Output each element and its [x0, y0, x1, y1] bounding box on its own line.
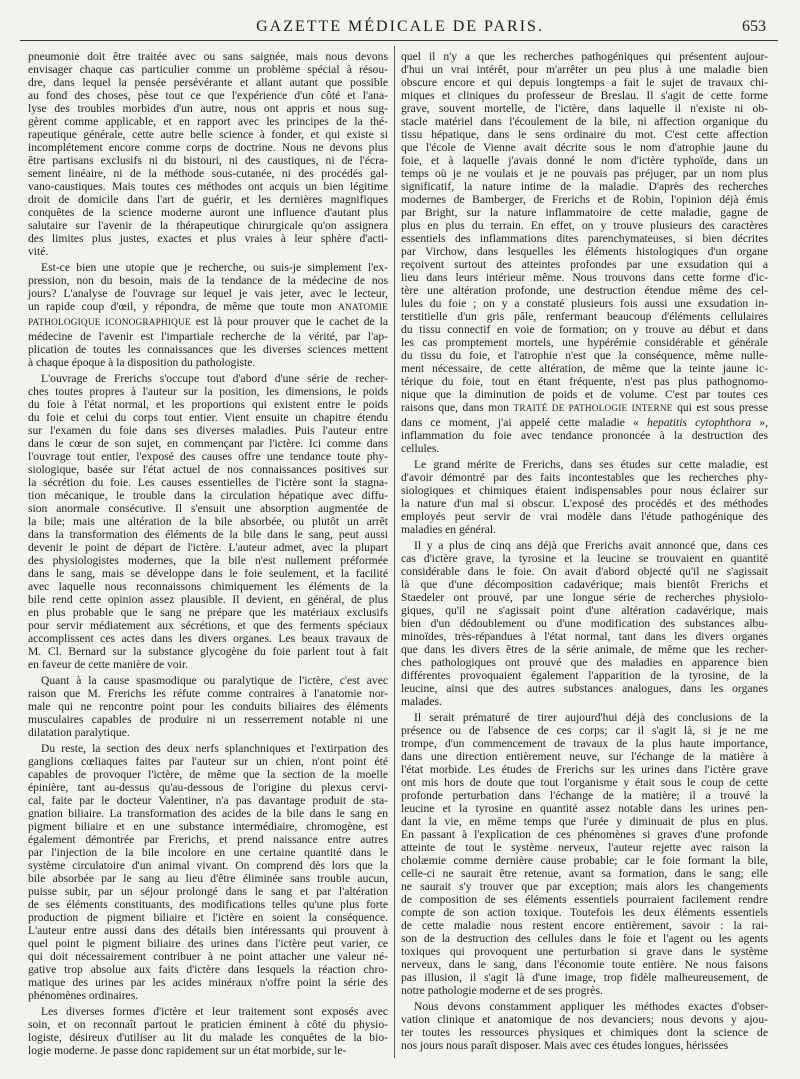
text-line: L'ouvrage de Frerichs s'occupe tout d'abord d'une série de recher- [41, 372, 388, 385]
text-line: nique que la diminution de poids et de volume. C'est par toutes ces [401, 388, 768, 401]
text-line: Il serait prématuré de tirer aujourd'hui déjà des conclusions de la [414, 711, 768, 724]
text-line: vano-caustiques. Mais toutes ces méthodes ont acquis un bien légitime [28, 180, 388, 193]
text-line: dilatation paralytique. [28, 726, 130, 739]
text-line: par l'injection de la bile incolore en une certaine quantité dans le [28, 846, 388, 859]
text-line: ches toutes propres à l'auteur sur la position, les dimensions, le poids [28, 385, 388, 398]
text-line: tissu hépatique, dans le sens ordinaire du mot. C'est cette affection [401, 128, 768, 141]
text-line: devenir le point de départ de l'ictère. L'auteur admet, avec la plupart [28, 541, 388, 554]
text-line: l'état morbide. Les études de Frerichs sur les urines dans l'ictère grave [401, 763, 768, 776]
text-line: employés peut servir de vrai modèle dans l'étude pathogénique des [401, 510, 768, 523]
text-line: obscure encore et qui depuis longtemps a fait le sujet de travaux chi- [401, 76, 768, 89]
text-line: soin, et on reconnaît partout le praticien éminent à côté du physio- [28, 1018, 388, 1031]
text-line: plus en plus du terrain. En effet, on y trouve plusieurs des caractères [401, 219, 768, 232]
paragraph [401, 50, 768, 455]
text-segment: dans ce moment, j'ai appelé cette maladie « [401, 416, 648, 429]
text-line: gnation biliaire. La transformation des acides de la bile dans le sang en [28, 807, 388, 820]
text-line: que dans les divers êtres de la série animale, de même que les recher- [401, 643, 768, 656]
text-line: d'hui un vrai intérêt, pour m'arrêter un peu plus à une maladie bien [401, 63, 768, 76]
text-line: cholæmie comme dernière cause probable; car le foie formant la bile, [401, 854, 768, 867]
text-line: quel point le pigment biliaire des urines dans l'ictère peut varier, ce [28, 937, 388, 950]
text-line: male qui ne rencontre point pour les conduits biliaires des éléments [28, 700, 388, 713]
text-line: dans la transformation des éléments de la bile dans le sang, peut aussi [28, 528, 388, 541]
text-segment: un rapide coup d'œil, y répondra, de même que toute mon [28, 300, 339, 313]
text-line: différentes provoquaient également l'apparition de la tyrosine, de la [401, 669, 768, 682]
text-line: bien d'un dédoublement ou d'une modification des substances albu- [401, 617, 768, 630]
text-line: production de pigment biliaire et l'ictère en soient la conséquence. [28, 911, 388, 924]
text-segment: », [751, 416, 768, 429]
text-line: la bile; mais une altération de la bile absorbée, ou plutôt un arrêt [28, 515, 388, 528]
text-line: atteinte de tout le système nerveux, l'auteur rejette avec raison la [401, 841, 768, 854]
text-line: Le grand mérite de Frerichs, dans ses études sur cette maladie, est [414, 458, 768, 471]
text-line: sur l'examen du foie dans ses diverses maladies. Puis l'auteur entre [28, 424, 388, 437]
right-column [401, 50, 768, 1052]
text-line: foie, et à laquelle j'avais donné le nom d'ictère typhoïde, dans un [401, 154, 768, 167]
text-line: ment nécessaire, de cette altération, de même que la teinte jaune ic- [401, 362, 768, 375]
text-line: siologique, basée sur l'état actuel de nos connaissances positives sur [28, 463, 388, 476]
text-line: pigment biliaire et en une substance intermédiaire, chromogène, est [28, 820, 388, 833]
text-line: la nature d'un mal si obscur. L'exposé des procédés et des méthodes [401, 497, 768, 510]
text-line: Les diverses formes d'ictère et leur traitement sont exposés avec [41, 1005, 388, 1018]
text-line [28, 300, 388, 315]
text-line: raison que M. Frerichs les réfute comme contraires à l'anatomie nor- [28, 687, 388, 700]
text-line: du foie à l'état normal, et les proportions qui existent entre le poids [28, 398, 388, 411]
paragraph [28, 50, 388, 258]
text-line: ne saurait s'y trouver que par exception; mais alors les changements [401, 880, 768, 893]
text-line: lules du foie ; on y a constaté plusieurs fois aussi une exsudation in- [401, 297, 768, 310]
text-line: salutaire sur l'avenir de la thérapeutique chirurgicale qu'on assignera [28, 219, 388, 232]
text-line: Quant à la cause spasmodique ou paralytique de l'ictère, c'est avec [41, 674, 388, 687]
text-line: Est-ce bien une utopie que je recherche, ou suis-je simplement l'ex- [41, 261, 388, 274]
text-segment: raisons que, dans mon [401, 401, 514, 414]
text-line: en faveur de cette manière de voir. [28, 658, 188, 671]
text-line: par Virchow, dans lesquelles les éléments histologiques d'un organe [401, 245, 768, 258]
paragraph [401, 711, 768, 997]
text-line: musculaires capables de produire ni un resserrement notable ni une [28, 713, 388, 726]
text-line: système circulatoire d'un animal vivant. On comprend dès lors que la [28, 859, 388, 872]
text-line: rapeutique générale, cette autre belle science à fonder, et qui existe si [28, 128, 388, 141]
text-line: notre pathologie moderne et de ses progrès. [401, 984, 603, 997]
text-line: envisager chaque cas particulier comme un problème spécial à résou- [28, 63, 388, 76]
text-line [28, 315, 388, 330]
text-line: puisse subir, par un séjour prolongé dans le sang et par l'altération [28, 885, 388, 898]
text-line: du foie et celui du corps tout entier. Vient ensuite un chapitre étendu [28, 411, 388, 424]
paragraph [28, 674, 388, 739]
text-line: pression, non du besoin, mais de la tendance de la médecine de nos [28, 274, 388, 287]
text-line: épinière, tant au-dessus qu'au-dessous de l'origine du plexus cervi- [28, 781, 388, 794]
running-head-title: GAZETTE MÉDICALE DE PARIS. [256, 18, 544, 35]
text-line: trompe, d'un commencement de travaux de la plus haute importance, [401, 737, 768, 750]
text-line [401, 401, 768, 416]
text-line: du tissu connectif en voie de formation; on y trouve au début et dans [401, 323, 768, 336]
text-line: giques, qu'il ne s'agissait point d'une altération cadavérique, mais [401, 604, 768, 617]
text-line: de composition de ses éléments essentiels pourraient facilement rendre [401, 893, 768, 906]
text-line: là que d'une décomposition cadavérique; mais bientôt Frerichs et [401, 578, 768, 591]
text-line: miques et cliniques du professeur de Breslau. Il s'agit de cette forme [401, 89, 768, 102]
text-segment: qui est sous presse [672, 401, 768, 414]
text-line: de ses éléments constituants, des modifications telles qu'une plus forte [28, 898, 388, 911]
text-line: sion anormale consécutive. Il s'ensuit une absorption augmentée de [28, 502, 388, 515]
text-line: du tissu du foie, et l'atrophie n'est que la conséquence, même nulle- [401, 349, 768, 362]
text-line: tère une altération profonde, une destruction étendue même des cel- [401, 284, 768, 297]
text-line: matique des urines par les acides minéraux n'offre point la série des [28, 976, 388, 989]
text-line: Du reste, la section des deux nerfs splanchniques et l'extirpation des [41, 742, 388, 755]
text-line [401, 416, 768, 429]
text-line: Staedeler ont prouvé, par une longue série de recherches physiolo- [401, 591, 768, 604]
text-line: En passant à l'explication de ces phénomènes si graves d'une profonde [401, 828, 768, 841]
text-line: dre, dans lequel la pensée persévérante et allant autant que possible [28, 76, 388, 89]
text-line: modernes de Bamberger, de Frerichs et de Robin, l'opinion déjà émis [401, 193, 768, 206]
column-rule [394, 46, 395, 1058]
text-line: térique du foie, tout en étant fréquente, n'est pas plus pathognomo- [401, 375, 768, 388]
text-line: siologiques et chimiques étaient indispensables pour nous éclairer sur [401, 484, 768, 497]
text-line: dans le sang, mais se développe dans le foie seulement, et la facilité [28, 567, 388, 580]
text-line: tion mécanique, le trouble dans la circulation hépatique avec diffu- [28, 489, 388, 502]
text-segment: est là pour prouver que le cachet de la [190, 315, 388, 328]
small-caps-text: PATHOLOGIQUE ICONOGRAPHIQUE [28, 318, 191, 328]
text-line: pneumonie doit être traitée avec ou sans saignée, mais nous devons [28, 50, 388, 63]
text-line: profonde perturbation dans l'échange de la matière; il a trouvé la [401, 789, 768, 802]
text-line: gèrent comme applicable, et en rapport avec les principes de la thé- [28, 115, 388, 128]
text-line: toxiques qui provoquent une perturbation si grave dans le système [401, 945, 768, 958]
paragraph [28, 1005, 388, 1057]
text-line: présence ou de l'absence de ces corps; car il s'agit là, si je ne me [401, 724, 768, 737]
text-line: jours? L'analyse de l'ouvrage sur lequel je vais jeter, avec le lecteur, [28, 287, 388, 300]
text-line: dans le cœur de son sujet, en commençant par l'ictère. Ici comme dans [28, 437, 388, 450]
text-line: terstitielle d'un gris pâle, renfermant beaucoup d'éléments cellulaires [401, 310, 768, 323]
text-line: essentiels des inflammations dites parenchymateuses, si bien décrites [401, 232, 768, 245]
text-line: considérable dans le foie. On avait d'abord objecté qu'il ne s'agissait [401, 565, 768, 578]
text-line: capables de provoquer l'ictère, de même que la section de la moelle [28, 768, 388, 781]
text-line: cellules. [401, 442, 440, 455]
text-line: les cas promptement mortels, une hypérémie considérable et générale [401, 336, 768, 349]
paragraph [401, 458, 768, 536]
text-line: accomplissent ces actes dans les divers organes. Les beaux travaux de [28, 632, 388, 645]
text-line: vité. [28, 245, 49, 258]
text-line: sement linéaire, ni de la méthode sous-cutanée, ni des procédés gal- [28, 167, 388, 180]
text-line: lieu dans leurs intérieur même. Nous trouvons dans cette forme d'ic- [401, 271, 768, 284]
text-line: au fond des choses, pèse tout ce que l'expérience d'un côté et l'ana- [28, 89, 388, 102]
text-line: en plus probable que le sang ne prépare que les matériaux exclusifs [28, 606, 388, 619]
paragraph [401, 539, 768, 708]
text-line: nerveux, dans le sang, dans l'économie toute entière. Ne nous faisons [401, 958, 768, 971]
text-line: Nous devons constamment appliquer les méthodes exactes d'obser- [414, 1000, 768, 1013]
text-line: pour servir médiatement aux sécrétions, et que des ferments spéciaux [28, 619, 388, 632]
text-line: conquêtes de la science moderne auront une influence d'autant plus [28, 206, 388, 219]
paragraph [28, 372, 388, 671]
page-number: 653 [742, 18, 766, 35]
text-line: logiste, désireux d'utiliser au lit du malade les conquêtes de la bio- [28, 1031, 388, 1044]
text-line: malades. [401, 695, 442, 708]
text-line: logie moderne. Je passe donc rapidement sur un état morbide, sur le- [28, 1044, 347, 1057]
text-line: plication de toutes les connaissances que les diverses sciences mettent [28, 343, 388, 356]
text-line: des limites plus justes, exactes et plus vraies à leur sphère d'acti- [28, 232, 388, 245]
text-line: l'ouvrage tout entier, l'exposé des causes offre une tendance toute phy- [28, 450, 388, 463]
text-line: par Bright, sur la nature inflammatoire de cette maladie, gagne de [401, 206, 768, 219]
text-line: minoïdes, très-répandues à l'état normal, tant dans les divers organes [401, 630, 768, 643]
text-line: ches pathologiques ont prouvé que des maladies en apparence bien [401, 656, 768, 669]
text-line: qui doit nécessairement contribuer à ne point attacher une valeur né- [28, 950, 388, 963]
text-line: droit de domicile dans l'art de guérir, et les dernières magnifiques [28, 193, 388, 206]
text-line: dant la vie, en même temps que l'urée y diminuait de plus en plus. [401, 815, 768, 828]
text-line: que l'école de Vienne avait décrite sous le nom d'atrophie jaune du [401, 141, 768, 154]
text-line: à chaque époque à la disposition du pathologiste. [28, 356, 256, 369]
text-line: des physiologistes modernes, que la bile n'est nullement préformée [28, 554, 388, 567]
text-line: de cette maladie nous restent encore entièrement, savoir : la rai- [401, 919, 768, 932]
text-line: reçoivent surtout des atteintes profondes par une exsudation qui a [401, 258, 768, 271]
header-rule [20, 40, 778, 41]
text-line: incomplétement encore comme corps de doctrine. Nous ne devons plus [28, 141, 388, 154]
text-line: leucine et la tyrosine en quantité assez notable dans les urines pen- [401, 802, 768, 815]
text-line: celle-ci ne saurait être retenue, avant sa formation, dans le sang; elle [401, 867, 768, 880]
text-line: L'auteur entre aussi dans des détails bien intéressants qui prouvent à [28, 924, 388, 937]
small-caps-text: ANATOMIE [338, 303, 388, 313]
text-line: pas illusion, il s'agit là d'une image, trop fidèle malheureusement, de [401, 971, 768, 984]
text-line: ganglions cœliaques faites par l'auteur sur un chien, n'ont point été [28, 755, 388, 768]
text-line: vation clinique et anatomique de nos devanciers; nous devons y ajou- [401, 1013, 768, 1026]
text-line: phénomènes ordinaires. [28, 989, 139, 1002]
text-line: maladies en général. [401, 523, 496, 536]
text-line: nos jours nous paraît disposer. Mais avec ces études longues, hérissées [401, 1039, 729, 1052]
left-column [28, 50, 388, 1057]
text-line: gative trop absolue aux faits d'ictère dans lesquels la réaction chro- [28, 963, 388, 976]
text-line: bile rend cette opinion assez plausible. Il devient, en général, de plus [28, 593, 388, 606]
text-line: cas d'ictère grave, la tyrosine et la leucine se trouvaient en quantité [401, 552, 768, 565]
text-line: cal, faite par le docteur Valentiner, n'a pas davantage produit de sta- [28, 794, 388, 807]
text-line: quel il n'y a que les recherches pathogéniques qui présentent aujour- [401, 50, 768, 63]
text-line: bile absorbée par le sang au lieu d'être éliminée sans trouble aucun, [28, 872, 388, 885]
text-line: leucine, ainsi que des autres substances analogues, dans les organes [401, 682, 768, 695]
text-line: inflammation du foie avec tendance prononcée à la destruction des [401, 429, 768, 442]
text-line: grave, souvent mortelle, de l'ictère, dans laquelle il n'existe ni ob- [401, 102, 768, 115]
small-caps-text: TRAITÉ DE PATHOLOGIE INTERNE [513, 404, 673, 414]
text-line: également démontrée par Frerichs, et prend naissance entre autres [28, 833, 388, 846]
text-line: dans une direction entièrement neuve, sur l'échange de la matière à [401, 750, 768, 763]
text-line: M. Cl. Bernard sur la substance glycogène du foie parlent tout à fait [28, 645, 388, 658]
italic-text: hepatitis cytophthora [647, 416, 752, 429]
text-line: Il y a plus de cinq ans déjà que Frerichs avait annoncé que, dans ces [414, 539, 768, 552]
text-line: stacle matériel dans l'écoulement de la bile, ni affection organique du [401, 115, 768, 128]
text-line: médecine de l'avenir est l'impartiale recherche de la vérité, par l'ap- [28, 330, 388, 343]
paragraph [401, 1000, 768, 1052]
text-line: d'avoir démontré par des faits incontestables que les recherches phy- [401, 471, 768, 484]
text-line: son de la destruction des cellules dans le foie et l'agent ou les agents [401, 932, 768, 945]
text-line: avec laquelle nous reconnaissons chimiquement les éléments de la [28, 580, 388, 593]
paragraph [28, 742, 388, 1002]
paragraph [28, 261, 388, 369]
text-line: ont mis hors de doute que tout l'organisme y était sous le coup de cette [401, 776, 768, 789]
text-line: significatif, la nature intime de la maladie. D'après des recherches [401, 180, 768, 193]
text-line: ter toutes les ressources physiques et chimiques dont la science de [401, 1026, 768, 1039]
text-line: compte de son action toxique. Toutefois les deux éléments essentiels [401, 906, 768, 919]
text-line: lyse des troubles morbides d'un autre, nous ont appris et nous sug- [28, 102, 388, 115]
text-line: la sécrétion du foie. Les causes essentielles de l'ictère sont la stagna- [28, 476, 388, 489]
text-line: être partisans exclusifs ni du bistouri, ni des caustiques, ni de l'écra- [28, 154, 388, 167]
text-line: temps où je ne voulais et je ne pouvais pas préjuger, par un nom plus [401, 167, 768, 180]
